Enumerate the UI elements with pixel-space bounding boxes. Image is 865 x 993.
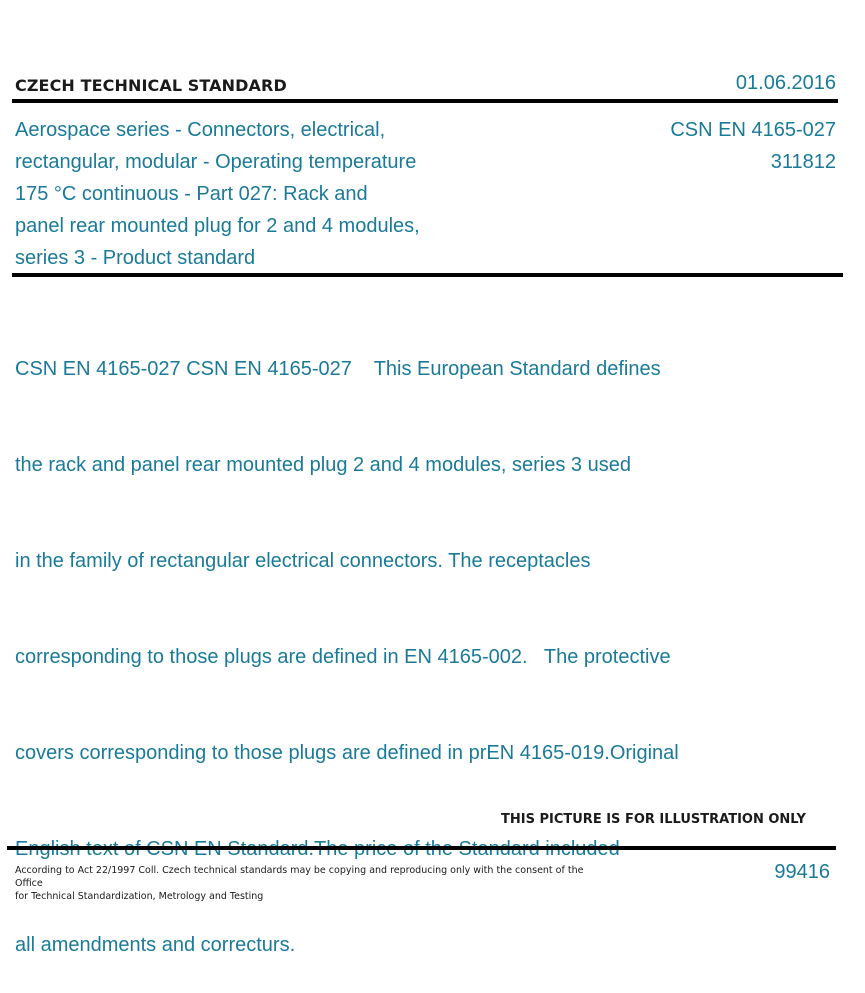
- description-line: the rack and panel rear mounted plug 2 and 4 modules, series 3 used: [15, 454, 631, 476]
- legal-notice-line: for Technical Standardization, Metrology and Testing: [15, 891, 264, 902]
- standard-title-line: Aerospace series - Connectors, electrical,: [15, 119, 386, 141]
- description-line: all amendments and correcturs.: [15, 934, 296, 956]
- illustration-disclaimer: THIS PICTURE IS FOR ILLUSTRATION ONLY: [501, 812, 806, 827]
- title-divider: [12, 273, 843, 277]
- description-line: in the family of rectangular electrical connectors. The receptacles: [15, 550, 591, 572]
- legal-notice-line: According to Act 22/1997 Coll. Czech technical standards may be copying and reproducing only with the consent of the Office: [15, 865, 584, 889]
- publication-date: 01.06.2016: [735, 72, 836, 94]
- description-line: covers corresponding to those plugs are defined in prEN 4165-019.Original: [15, 742, 679, 764]
- description-line: CSN EN 4165-027 CSN EN 4165-027 This European Standard defines: [15, 358, 661, 380]
- standard-classification: 311812: [770, 151, 836, 173]
- standard-title-line: rectangular, modular - Operating temperature: [15, 151, 417, 173]
- standard-number: CSN EN 4165-027: [670, 119, 836, 141]
- description-line: corresponding to those plugs are defined in EN 4165-002. The protective: [15, 646, 671, 668]
- header-divider: [12, 99, 838, 103]
- catalog-code: 99416: [774, 861, 830, 883]
- standard-title: [15, 114, 475, 274]
- footer-divider: [7, 846, 836, 850]
- document-type-heading: CZECH TECHNICAL STANDARD: [15, 76, 287, 95]
- standard-title-line: panel rear mounted plug for 2 and 4 modules,: [15, 215, 420, 237]
- standard-title-line: series 3 - Product standard: [15, 247, 256, 269]
- standard-title-line: 175 °C continuous - Part 027: Rack and: [15, 183, 368, 205]
- legal-notice: [15, 864, 585, 903]
